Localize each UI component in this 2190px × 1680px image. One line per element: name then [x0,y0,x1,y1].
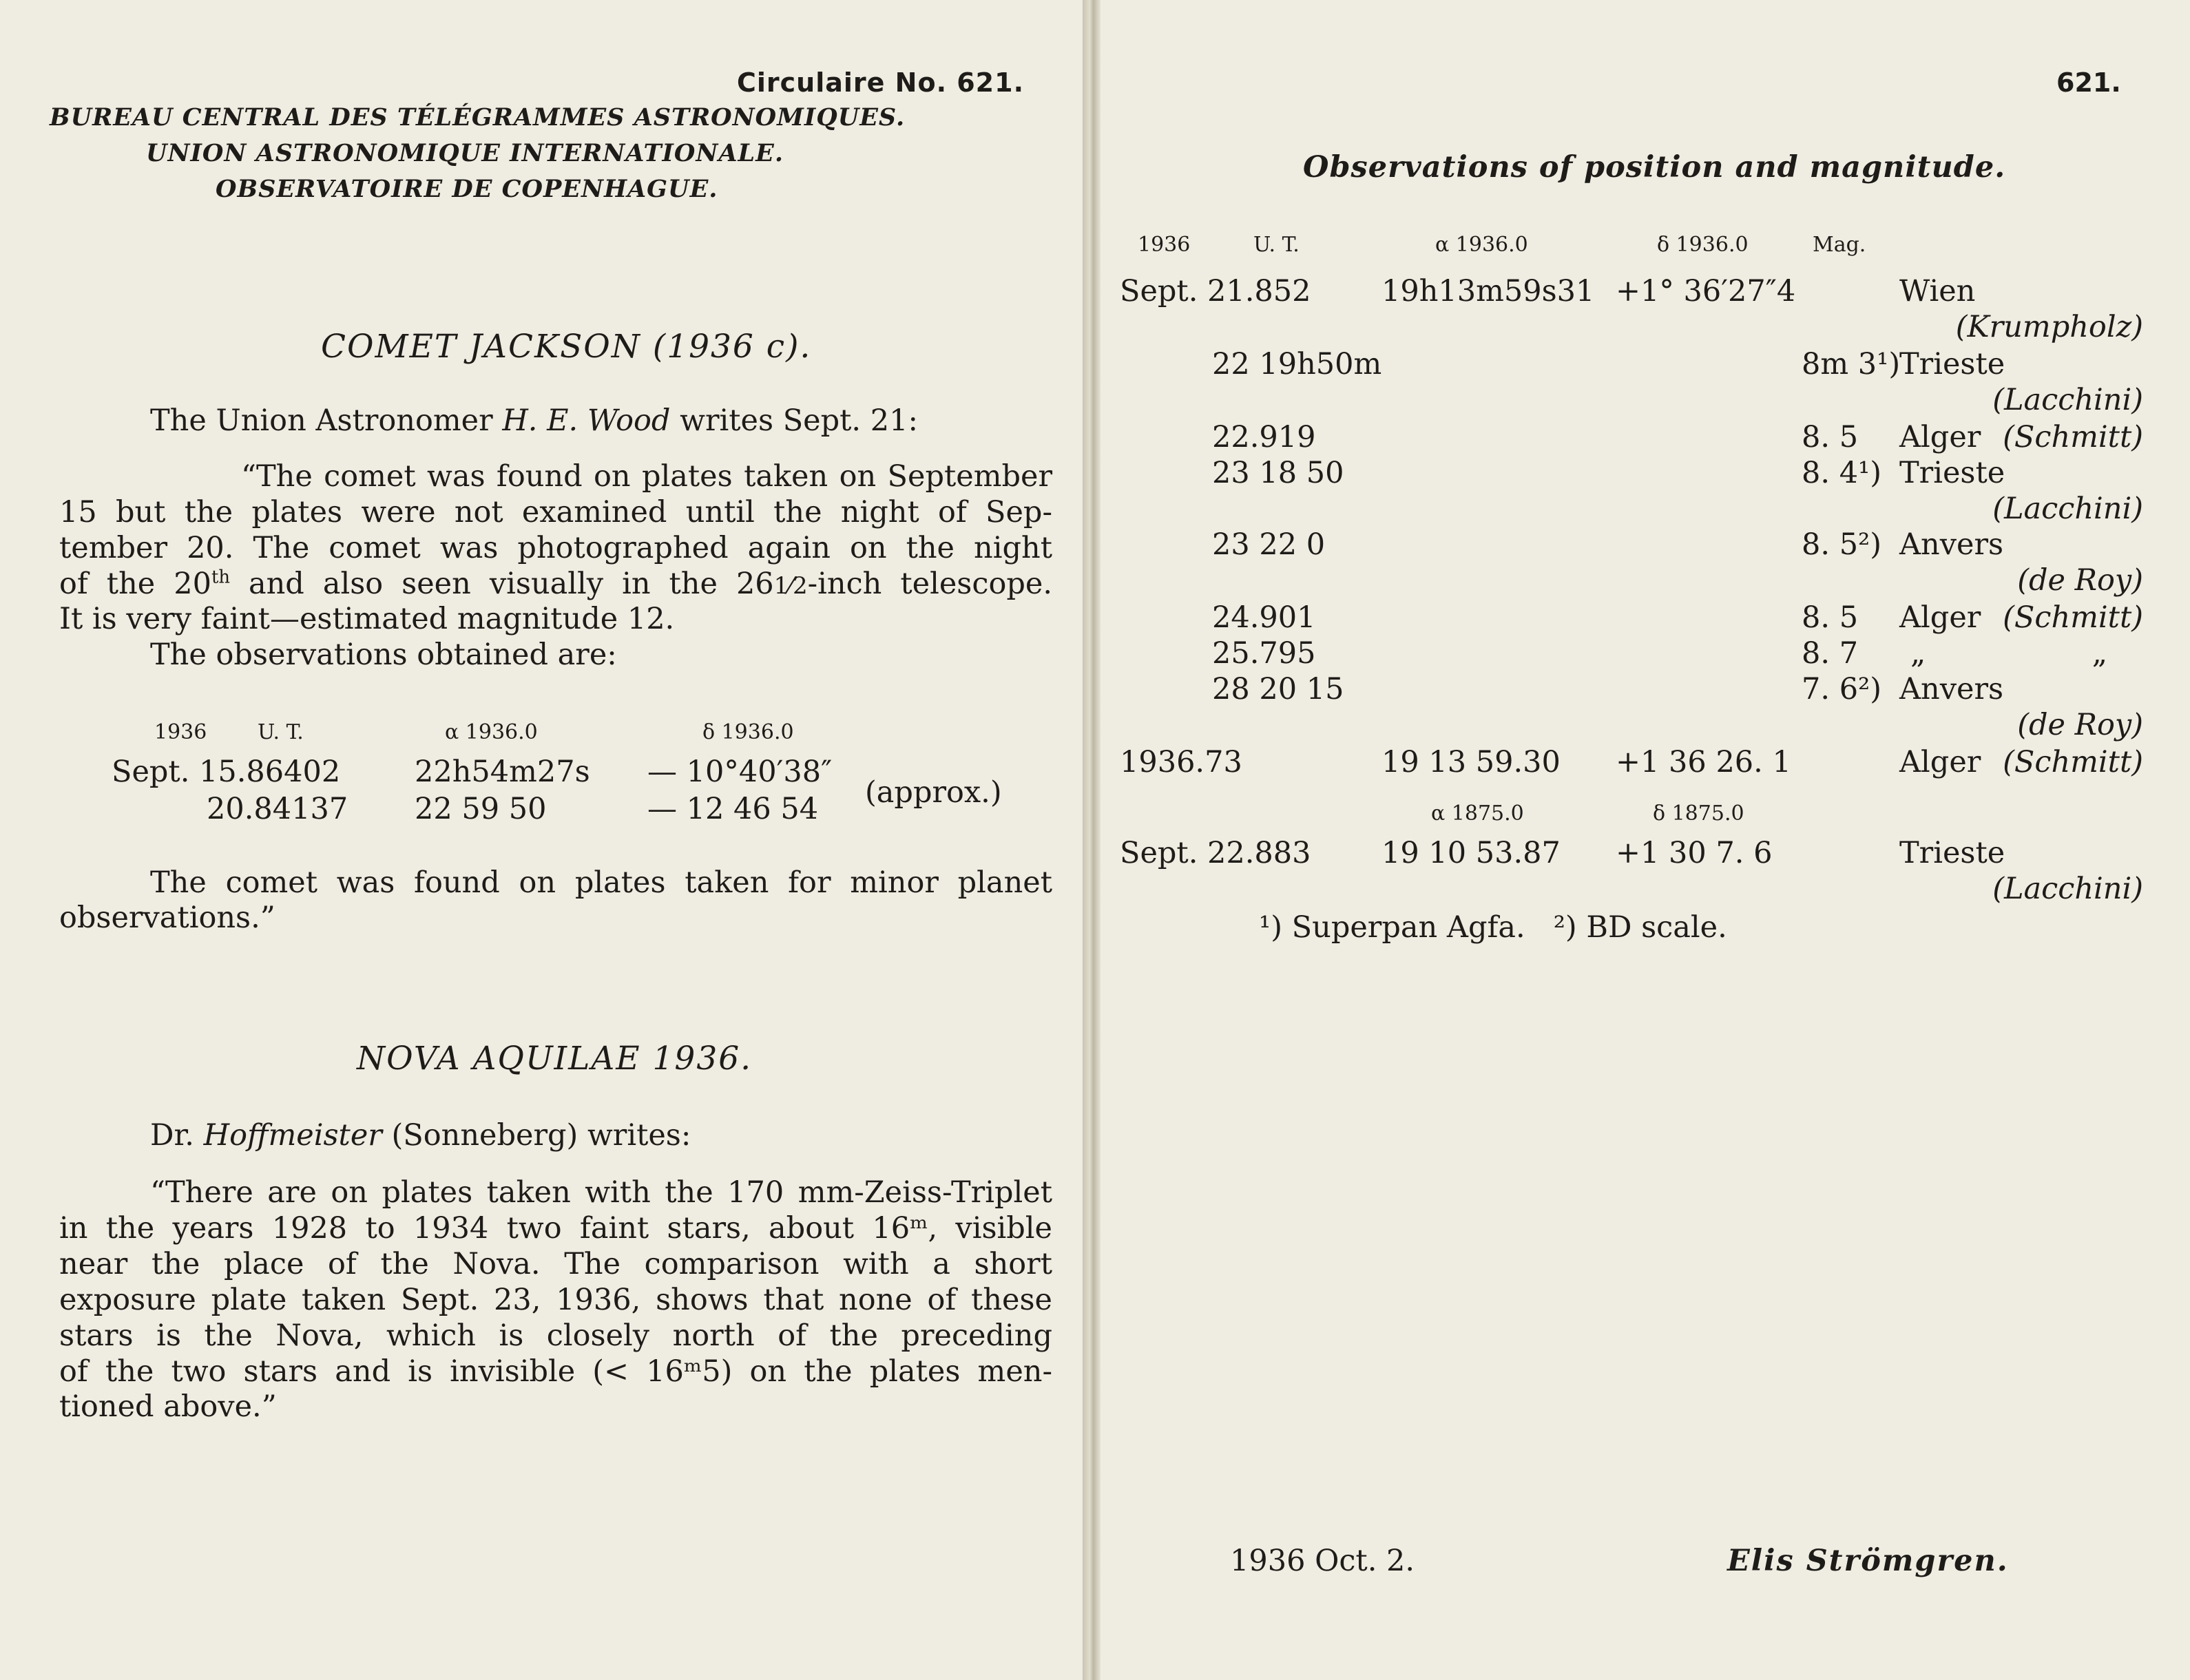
footnotes: ¹) Superpan Agfa. ²) BD scale. [1259,910,1727,945]
comet-paragraph-line-3: tember 20. The comet was photographed again on the night [59,531,1052,565]
obs-row-10-dec: +1 30 7. 6 [1616,836,1773,870]
obs-row-5-date: 23 22 0 [1212,527,1326,562]
obs-row-7-date: 25.795 [1212,636,1316,671]
circular-number: Circulaire No. 621. [737,67,1024,98]
nova-line-5: stars is the Nova, which is closely north of the preceding [59,1319,1052,1353]
obs-row-2-observer: (Lacchini) [1992,383,2143,417]
obs-row-6-mag: 8. 5 [1802,600,1859,635]
obs-row-7-observer: „ [2092,636,2107,671]
obs-row-4-mag: 8. 4¹) [1802,456,1882,490]
obs-row-4-date: 23 18 50 [1212,456,1344,490]
obs-row-1-observer: (Krumpholz) [1955,310,2143,344]
obs-row-5-mag: 8. 5²) [1802,527,1882,562]
obs-row-9-ra: 19 13 59.30 [1381,745,1561,779]
nova-line-2: in the years 1928 to 1934 two faint stars, about 16ᵐ, visible [59,1211,1052,1246]
obs-row-2-date: 22 19h50m [1212,347,1382,381]
comet-row-1-date: Sept. 15.86402 [112,755,341,789]
obs-row-5-observer: (de Roy) [2017,563,2143,598]
obs-header-dec: δ 1936.0 [1657,233,1749,257]
comet-intro [150,403,918,438]
obs-row-1-date: Sept. 21.852 [1120,274,1311,308]
obs-row-8-place: Anvers [1899,672,2004,706]
comet-paragraph-line-1: “The comet was found on plates taken on September [241,459,1052,494]
obs-row-10-ra: 19 10 53.87 [1381,836,1561,870]
date-line: 1936 Oct. 2. [1230,1544,1415,1578]
obs-header-year: 1936 [1138,233,1191,257]
obs-header-ut: U. T. [1253,233,1300,257]
comet-intro-suffix: writes Sept. 21: [680,403,918,438]
obs-row-6-date: 24.901 [1212,600,1316,635]
line4-part-c: -inch telescope. [807,567,1052,601]
obs-row-6-observer: (Schmitt) [2003,600,2143,635]
obs-row-2-mag: 8m 3¹) [1802,347,1901,381]
obs-row-8-mag: 7. 6²) [1802,672,1882,706]
left-page [0,0,1083,1680]
nova-line-3: near the place of the Nova. The comparison with a short [59,1247,1052,1281]
comet-row-1-ra: 22h54m27s [415,755,590,789]
obs-header-ra-1875: α 1875.0 [1431,801,1524,826]
nova-line-1: “There are on plates taken with the 170 mm-Zeiss-Triplet [150,1175,1052,1210]
comet-row-2-ra: 22 59 50 [415,792,547,826]
signature: Elis Strömgren. [1727,1544,2009,1578]
nova-intro-suffix: (Sonneberg) writes: [391,1118,691,1153]
obs-header-mag: Mag. [1813,233,1866,257]
comet-paragraph-line-5: It is very faint—estimated magnitude 12. [59,602,675,636]
obs-row-3-mag: 8. 5 [1802,420,1859,454]
obs-row-1-dec: +1° 36′27″4 [1616,274,1796,308]
obs-row-5-place: Anvers [1899,527,2004,562]
obs-row-4-place: Trieste [1899,456,2005,490]
obs-row-10-date: Sept. 22.883 [1120,836,1311,870]
obs-header-dec-1875: δ 1875.0 [1653,801,1744,826]
obs-row-8-date: 28 20 15 [1212,672,1344,706]
comet-closing-line-2: observations.” [59,901,275,935]
comet-row-2-dec: — 12 46 54 [647,792,819,826]
header-line-union: UNION ASTRONOMIQUE INTERNATIONALE. [146,139,784,167]
comet-row-1-dec: — 10°40′38″ [647,755,833,789]
col-header-year: 1936 [154,720,207,744]
observer-name: Hoffmeister [203,1118,382,1153]
comet-paragraph-line-2: 15 but the plates were not examined until the night of Sep- [59,495,1052,529]
obs-row-3-date: 22.919 [1212,420,1316,454]
comet-title: COMET JACKSON (1936 c). [321,328,812,366]
nova-line-4: exposure plate taken Sept. 23, 1936, shows that none of these [59,1283,1052,1317]
comet-closing-line-1: The comet was found on plates taken for minor planet [150,865,1052,900]
line4-superscript: th [211,567,230,588]
obs-row-6-place: Alger [1899,600,1981,635]
obs-row-2-place: Trieste [1899,347,2005,381]
nova-intro [150,1118,691,1153]
comet-row-2-date: 20.84137 [207,792,348,826]
page-number: 621. [2056,67,2121,98]
obs-header-ra: α 1936.0 [1435,233,1528,257]
obs-row-1-place: Wien [1899,274,1976,308]
book-gutter [1083,0,1101,1680]
approx-note: (approx.) [865,775,1002,810]
col-header-dec: δ 1936.0 [702,720,794,744]
comet-intro-prefix: The Union Astronomer [150,403,493,438]
nova-line-6: of the two stars and is invisible (< 16ᵐ5) on the plates men- [59,1354,1052,1389]
obs-row-1-ra: 19h13m59s31 [1381,274,1595,308]
obs-row-8-observer: (de Roy) [2017,708,2143,742]
nova-title: NOVA AQUILAE 1936. [357,1040,753,1078]
observations-intro: The observations obtained are: [150,638,617,672]
obs-row-9-observer: (Schmitt) [2003,745,2143,779]
astronomer-name: H. E. Wood [502,403,671,438]
obs-row-4-observer: (Lacchini) [1992,492,2143,526]
header-line-bureau: BUREAU CENTRAL DES TÉLÉGRAMMES ASTRONOMIQUES. [50,103,906,132]
obs-row-3-observer: (Schmitt) [2003,420,2143,454]
obs-row-9-date: 1936.73 [1120,745,1242,779]
observations-title: Observations of position and magnitude. [1303,150,2006,185]
line4-part-b: and also seen visually in the 26 [248,567,774,601]
obs-row-7-place: „ [1910,636,1926,671]
right-page [1101,0,2190,1680]
obs-row-7-mag: 8. 7 [1802,636,1859,671]
obs-row-3-place: Alger [1899,420,1981,454]
comet-paragraph-line-4 [59,566,1052,605]
obs-row-9-place: Alger [1899,745,1981,779]
line4-part-a: of the 20 [59,567,211,601]
obs-row-10-observer: (Lacchini) [1992,872,2143,906]
col-header-ra: α 1936.0 [445,720,538,744]
nova-line-7: tioned above.” [59,1389,277,1424]
obs-row-10-place: Trieste [1899,836,2005,870]
header-line-observatory: OBSERVATOIRE DE COPENHAGUE. [216,175,718,203]
obs-row-9-dec: +1 36 26. 1 [1616,745,1791,779]
nova-intro-prefix: Dr. [150,1118,194,1153]
col-header-ut: U. T. [258,720,304,744]
fraction: 1⁄2 [773,572,808,600]
